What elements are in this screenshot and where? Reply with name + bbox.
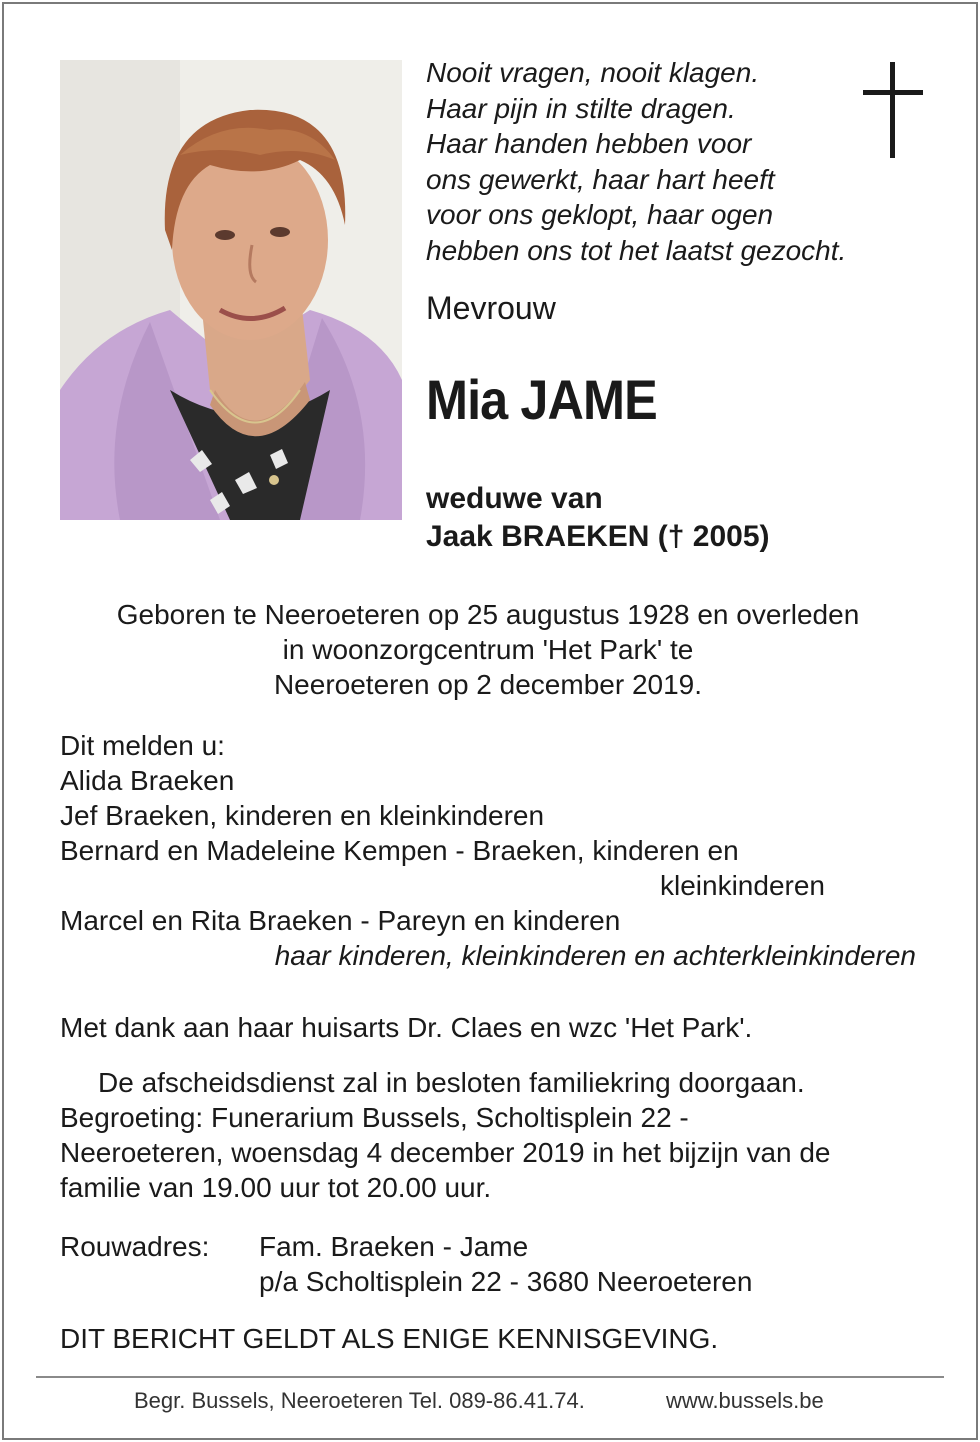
thanks: Met dank aan haar huisarts Dr. Claes en wzc 'Het Park'. — [60, 1012, 753, 1043]
service-line: Neeroeteren, woensdag 4 december 2019 in het bijzijn van de — [60, 1137, 831, 1168]
poem-line: Haar pijn in stilte dragen. — [426, 92, 736, 124]
deceased-name: Mia JAME — [426, 368, 657, 431]
undertaker-website[interactable]: www.bussels.be — [666, 1388, 824, 1413]
poem-line: hebben ons tot het laatst gezocht. — [426, 234, 847, 266]
birth-death-line: Geboren te Neeroeteren op 25 augustus 1928 en overleden — [116, 599, 860, 630]
poem-line: voor ons geklopt, haar ogen — [426, 199, 774, 230]
announce-intro: Dit melden u: — [60, 730, 225, 761]
undertaker-contact: Begr. Bussels, Neeroeteren Tel. 089-86.41.74. — [134, 1388, 585, 1413]
family-member: Jef Braeken, kinderen en kleinkinderen — [60, 800, 545, 831]
birth-death-line: in woonzorgcentrum 'Het Park' te — [282, 634, 694, 665]
family-member: Marcel en Rita Braeken - Pareyn en kinderen — [60, 905, 621, 936]
mourning-address-line: p/a Scholtisplein 22 - 3680 Neeroeteren — [259, 1266, 753, 1297]
family-member: Bernard en Madeleine Kempen - Braeken, kinderen en — [60, 835, 739, 866]
poem-line: Nooit vragen, nooit klagen. — [426, 57, 760, 88]
official-notice: DIT BERICHT GELDT ALS ENIGE KENNISGEVING. — [60, 1323, 719, 1354]
poem-line: ons gewerkt, haar hart heeft — [426, 163, 775, 195]
family-member: Alida Braeken — [60, 765, 235, 796]
mourning-address-line: Fam. Braeken - Jame — [259, 1231, 529, 1262]
footer-divider — [36, 1376, 944, 1378]
spouse-name: Jaak BRAEKEN († 2005) — [426, 520, 770, 553]
poem — [426, 55, 846, 268]
family-summary: haar kinderen, kleinkinderen en achterkleinkinderen — [274, 940, 916, 971]
cross-icon — [863, 62, 923, 158]
service-line: familie van 19.00 uur tot 20.00 uur. — [60, 1172, 492, 1203]
widow-of — [426, 480, 770, 556]
birth-death-info — [40, 597, 936, 702]
family-member-continued: kleinkinderen — [660, 870, 825, 901]
poem-line: Haar handen hebben voor — [426, 128, 752, 159]
mourning-address-label: Rouwadres: — [60, 1231, 210, 1262]
service-line: De afscheidsdienst zal in besloten familiekring doorgaan. — [98, 1067, 805, 1098]
service-line: Begroeting: Funerarium Bussels, Scholtisplein 22 - — [60, 1102, 689, 1133]
birth-death-line: Neeroeteren op 2 december 2019. — [273, 669, 703, 700]
widow-of-label: weduwe van — [426, 482, 603, 515]
honorific: Mevrouw — [426, 290, 556, 326]
portrait-photo — [60, 60, 402, 520]
